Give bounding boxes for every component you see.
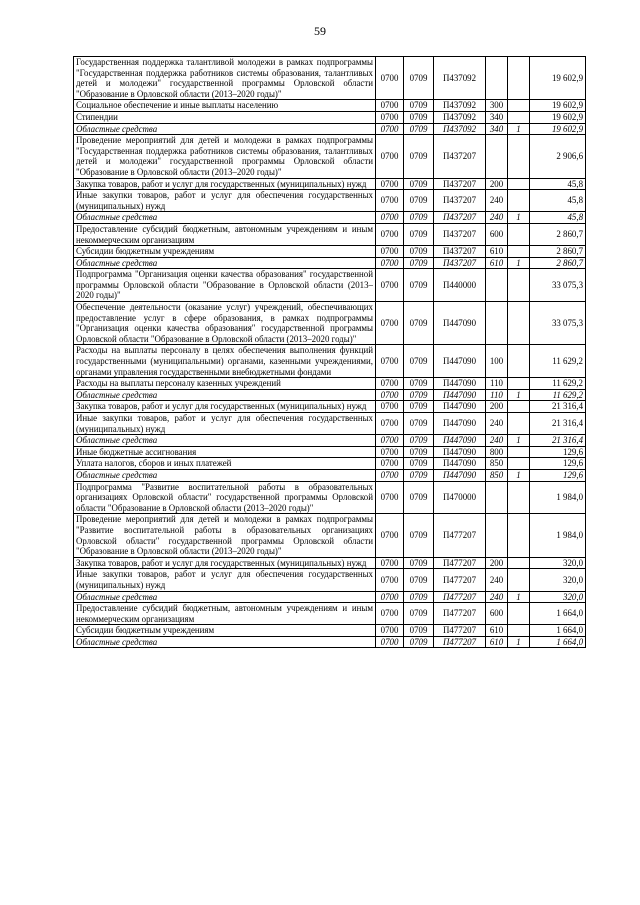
table-row: [74, 446, 586, 458]
target-item-code: П447090: [434, 401, 486, 413]
table-row: [74, 190, 586, 212]
target-item-code: П437092: [434, 100, 486, 112]
amount: 19 602,9: [530, 100, 586, 112]
expense-type-code: 240: [486, 569, 508, 591]
section-code: 0700: [376, 514, 404, 557]
subsection-code: 0709: [404, 100, 434, 112]
expense-type-code: 110: [486, 378, 508, 390]
amount: 33 075,3: [530, 269, 586, 302]
expense-type-code: 610: [486, 636, 508, 648]
expense-type-code: 200: [486, 401, 508, 413]
expense-name: Иные закупки товаров, работ и услуг для обеспечения государственных (муниципальных) нужд: [74, 413, 376, 435]
funding-source-code: [508, 100, 530, 112]
table-row: [74, 178, 586, 190]
target-item-code: П477207: [434, 557, 486, 569]
expense-name: Стипендии: [74, 111, 376, 123]
expense-type-code: 800: [486, 446, 508, 458]
table-row: [74, 378, 586, 390]
table-row: [74, 111, 586, 123]
funding-source-code: 1: [508, 123, 530, 135]
table-row: [74, 212, 586, 224]
page-number: 59: [314, 24, 326, 38]
subsection-code: 0709: [404, 469, 434, 481]
expense-type-code: 200: [486, 178, 508, 190]
expense-name: Областные средства: [74, 212, 376, 224]
table-row: [74, 302, 586, 345]
target-item-code: П447090: [434, 435, 486, 447]
section-code: 0700: [376, 378, 404, 390]
expense-type-code: 240: [486, 413, 508, 435]
table-row: [74, 100, 586, 112]
expense-name: Областные средства: [74, 591, 376, 603]
section-code: 0700: [376, 246, 404, 258]
expense-name: Обеспечение деятельности (оказание услуг) учреждений, обеспечивающих предоставление услуг в сфере образования, в рамках подпрограммы "Организация оценки качества образования" государственной программы Орловской области "Образование в Орловской области (2013–2020 годы)": [74, 302, 376, 345]
funding-source-code: [508, 603, 530, 625]
amount: 19 602,9: [530, 123, 586, 135]
target-item-code: П437092: [434, 57, 486, 100]
funding-source-code: 1: [508, 257, 530, 269]
target-item-code: П447090: [434, 458, 486, 470]
section-code: 0700: [376, 389, 404, 401]
target-item-code: П477207: [434, 625, 486, 637]
funding-source-code: 1: [508, 591, 530, 603]
subsection-code: 0709: [404, 591, 434, 603]
target-item-code: П437207: [434, 212, 486, 224]
section-code: 0700: [376, 625, 404, 637]
amount: 11 629,2: [530, 345, 586, 378]
section-code: 0700: [376, 223, 404, 245]
subsection-code: 0709: [404, 57, 434, 100]
subsection-code: 0709: [404, 378, 434, 390]
subsection-code: 0709: [404, 223, 434, 245]
table-row: [74, 401, 586, 413]
table-row: [74, 257, 586, 269]
table-row: [74, 389, 586, 401]
funding-source-code: [508, 413, 530, 435]
expense-type-code: 610: [486, 625, 508, 637]
table-row: [74, 458, 586, 470]
amount: 33 075,3: [530, 302, 586, 345]
funding-source-code: [508, 557, 530, 569]
target-item-code: П437207: [434, 223, 486, 245]
subsection-code: 0709: [404, 257, 434, 269]
expense-type-code: 240: [486, 212, 508, 224]
expense-name: Областные средства: [74, 389, 376, 401]
subsection-code: 0709: [404, 345, 434, 378]
amount: 21 316,4: [530, 435, 586, 447]
section-code: 0700: [376, 636, 404, 648]
expense-type-code: 600: [486, 603, 508, 625]
subsection-code: 0709: [404, 123, 434, 135]
expense-name: Расходы на выплаты персоналу в целях обеспечения выполнения функций государственными (муниципальными) органами, казенными учреждениями, органами управления государственными внебюджетными фондами: [74, 345, 376, 378]
target-item-code: П477207: [434, 591, 486, 603]
subsection-code: 0709: [404, 111, 434, 123]
expense-type-code: [486, 57, 508, 100]
amount: 129,6: [530, 458, 586, 470]
section-code: 0700: [376, 135, 404, 178]
section-code: 0700: [376, 603, 404, 625]
amount: 19 602,9: [530, 57, 586, 100]
table-row: [74, 345, 586, 378]
amount: 11 629,2: [530, 378, 586, 390]
table-row: [74, 514, 586, 557]
funding-source-code: [508, 458, 530, 470]
table-row: [74, 123, 586, 135]
section-code: 0700: [376, 123, 404, 135]
target-item-code: П437092: [434, 111, 486, 123]
subsection-code: 0709: [404, 603, 434, 625]
section-code: 0700: [376, 458, 404, 470]
amount: 45,8: [530, 178, 586, 190]
expense-name: Предоставление субсидий бюджетным, автономным учреждениям и иным некоммерческим организациям: [74, 603, 376, 625]
expense-type-code: 610: [486, 257, 508, 269]
subsection-code: 0709: [404, 269, 434, 302]
target-item-code: П440000: [434, 269, 486, 302]
section-code: 0700: [376, 269, 404, 302]
table-row: [74, 413, 586, 435]
amount: 2 860,7: [530, 223, 586, 245]
expense-name: Подпрограмма "Развитие воспитательной работы в образовательных организациях Орловской области" государственной программы Орловской области "Образование в Орловской области (2013–2020 годы)": [74, 481, 376, 514]
target-item-code: П437207: [434, 190, 486, 212]
funding-source-code: 1: [508, 435, 530, 447]
table-row: [74, 603, 586, 625]
table-row: [74, 591, 586, 603]
expense-name: Иные закупки товаров, работ и услуг для обеспечения государственных (муниципальных) нужд: [74, 190, 376, 212]
expense-name: Областные средства: [74, 435, 376, 447]
table-row: [74, 135, 586, 178]
expense-type-code: 340: [486, 123, 508, 135]
funding-source-code: [508, 223, 530, 245]
target-item-code: П447090: [434, 389, 486, 401]
expense-name: Проведение мероприятий для детей и молодежи в рамках подпрограммы "Развитие воспитательной работы в образовательных организациях Орловской области" государственной программы Орловской области "Образование в Орловской области (2013–2020 годы)": [74, 514, 376, 557]
section-code: 0700: [376, 345, 404, 378]
target-item-code: П447090: [434, 378, 486, 390]
expense-type-code: 240: [486, 435, 508, 447]
section-code: 0700: [376, 591, 404, 603]
expense-type-code: [486, 302, 508, 345]
expense-type-code: 200: [486, 557, 508, 569]
expense-name: Проведение мероприятий для детей и молодежи в рамках подпрограммы "Государственная поддержка работников системы образования, талантливых детей и молодежи" государственной программы Орловской области "Образование в Орловской области (2013–2020 годы)": [74, 135, 376, 178]
expense-type-code: 100: [486, 345, 508, 378]
section-code: 0700: [376, 569, 404, 591]
funding-source-code: 1: [508, 389, 530, 401]
section-code: 0700: [376, 257, 404, 269]
section-code: 0700: [376, 413, 404, 435]
section-code: 0700: [376, 178, 404, 190]
expense-type-code: 240: [486, 591, 508, 603]
amount: 1 664,0: [530, 603, 586, 625]
funding-source-code: [508, 514, 530, 557]
expense-name: Закупка товаров, работ и услуг для государственных (муниципальных) нужд: [74, 178, 376, 190]
expense-type-code: 600: [486, 223, 508, 245]
expense-type-code: 610: [486, 246, 508, 258]
amount: 19 602,9: [530, 111, 586, 123]
expense-type-code: 850: [486, 458, 508, 470]
table-row: [74, 246, 586, 258]
subsection-code: 0709: [404, 481, 434, 514]
table-row: [74, 435, 586, 447]
target-item-code: П477207: [434, 636, 486, 648]
expense-type-code: [486, 269, 508, 302]
expense-name: Субсидии бюджетным учреждениям: [74, 625, 376, 637]
funding-source-code: [508, 569, 530, 591]
expense-type-code: 850: [486, 469, 508, 481]
subsection-code: 0709: [404, 302, 434, 345]
subsection-code: 0709: [404, 212, 434, 224]
target-item-code: П447090: [434, 302, 486, 345]
subsection-code: 0709: [404, 190, 434, 212]
section-code: 0700: [376, 302, 404, 345]
target-item-code: П437092: [434, 123, 486, 135]
amount: 1 664,0: [530, 636, 586, 648]
amount: 320,0: [530, 569, 586, 591]
expense-name: Закупка товаров, работ и услуг для государственных (муниципальных) нужд: [74, 401, 376, 413]
amount: 2 860,7: [530, 257, 586, 269]
section-code: 0700: [376, 111, 404, 123]
target-item-code: П437207: [434, 257, 486, 269]
table-row: [74, 223, 586, 245]
section-code: 0700: [376, 481, 404, 514]
table-row: [74, 57, 586, 100]
expense-name: Иные закупки товаров, работ и услуг для обеспечения государственных (муниципальных) нужд: [74, 569, 376, 591]
amount: 1 984,0: [530, 481, 586, 514]
budget-table: [73, 56, 586, 648]
funding-source-code: 1: [508, 636, 530, 648]
funding-source-code: [508, 57, 530, 100]
table-row: [74, 569, 586, 591]
subsection-code: 0709: [404, 636, 434, 648]
funding-source-code: [508, 246, 530, 258]
funding-source-code: [508, 302, 530, 345]
expense-name: Областные средства: [74, 257, 376, 269]
funding-source-code: [508, 135, 530, 178]
funding-source-code: 1: [508, 469, 530, 481]
subsection-code: 0709: [404, 413, 434, 435]
funding-source-code: [508, 446, 530, 458]
table-row: [74, 557, 586, 569]
expense-name: Областные средства: [74, 636, 376, 648]
expense-type-code: [486, 481, 508, 514]
funding-source-code: [508, 625, 530, 637]
section-code: 0700: [376, 401, 404, 413]
amount: 129,6: [530, 469, 586, 481]
target-item-code: П447090: [434, 345, 486, 378]
subsection-code: 0709: [404, 435, 434, 447]
expense-name: Предоставление субсидий бюджетным, автономным учреждениям и иным некоммерческим организациям: [74, 223, 376, 245]
expense-name: Субсидии бюджетным учреждениям: [74, 246, 376, 258]
table-row: [74, 636, 586, 648]
funding-source-code: [508, 345, 530, 378]
amount: 11 629,2: [530, 389, 586, 401]
target-item-code: П447090: [434, 446, 486, 458]
table-row: [74, 469, 586, 481]
table-body: [74, 57, 586, 648]
expense-name: Областные средства: [74, 123, 376, 135]
table-row: [74, 625, 586, 637]
target-item-code: П470000: [434, 481, 486, 514]
expense-name: Государственная поддержка талантливой молодежи в рамках подпрограммы "Государственная поддержка работников системы образования, талантливых детей и молодежи" государственной программы Орловской области "Образование в Орловской области (2013–2020 годы)": [74, 57, 376, 100]
amount: 320,0: [530, 557, 586, 569]
section-code: 0700: [376, 57, 404, 100]
expense-type-code: [486, 514, 508, 557]
expense-name: Социальное обеспечение и иные выплаты населению: [74, 100, 376, 112]
subsection-code: 0709: [404, 569, 434, 591]
section-code: 0700: [376, 446, 404, 458]
section-code: 0700: [376, 435, 404, 447]
expense-type-code: 110: [486, 389, 508, 401]
funding-source-code: [508, 378, 530, 390]
table-row: [74, 269, 586, 302]
target-item-code: П477207: [434, 569, 486, 591]
expense-type-code: 300: [486, 100, 508, 112]
target-item-code: П447090: [434, 413, 486, 435]
amount: 1 984,0: [530, 514, 586, 557]
section-code: 0700: [376, 212, 404, 224]
expense-type-code: [486, 135, 508, 178]
section-code: 0700: [376, 100, 404, 112]
subsection-code: 0709: [404, 446, 434, 458]
subsection-code: 0709: [404, 178, 434, 190]
funding-source-code: [508, 401, 530, 413]
amount: 2 906,6: [530, 135, 586, 178]
target-item-code: П437207: [434, 246, 486, 258]
target-item-code: П447090: [434, 469, 486, 481]
subsection-code: 0709: [404, 401, 434, 413]
subsection-code: 0709: [404, 458, 434, 470]
target-item-code: П477207: [434, 603, 486, 625]
funding-source-code: [508, 481, 530, 514]
target-item-code: П437207: [434, 135, 486, 178]
subsection-code: 0709: [404, 557, 434, 569]
amount: 21 316,4: [530, 401, 586, 413]
amount: 2 860,7: [530, 246, 586, 258]
expense-name: Уплата налогов, сборов и иных платежей: [74, 458, 376, 470]
amount: 129,6: [530, 446, 586, 458]
expense-name: Закупка товаров, работ и услуг для государственных (муниципальных) нужд: [74, 557, 376, 569]
amount: 21 316,4: [530, 413, 586, 435]
amount: 45,8: [530, 212, 586, 224]
expense-name: Областные средства: [74, 469, 376, 481]
target-item-code: П437207: [434, 178, 486, 190]
amount: 45,8: [530, 190, 586, 212]
section-code: 0700: [376, 190, 404, 212]
funding-source-code: [508, 111, 530, 123]
expense-type-code: 340: [486, 111, 508, 123]
funding-source-code: [508, 269, 530, 302]
funding-source-code: 1: [508, 212, 530, 224]
subsection-code: 0709: [404, 246, 434, 258]
target-item-code: П477207: [434, 514, 486, 557]
table-row: [74, 481, 586, 514]
amount: 320,0: [530, 591, 586, 603]
section-code: 0700: [376, 469, 404, 481]
expense-type-code: 240: [486, 190, 508, 212]
expense-name: Расходы на выплаты персоналу казенных учреждений: [74, 378, 376, 390]
funding-source-code: [508, 190, 530, 212]
subsection-code: 0709: [404, 514, 434, 557]
subsection-code: 0709: [404, 625, 434, 637]
expense-name: Иные бюджетные ассигнования: [74, 446, 376, 458]
section-code: 0700: [376, 557, 404, 569]
subsection-code: 0709: [404, 135, 434, 178]
funding-source-code: [508, 178, 530, 190]
amount: 1 664,0: [530, 625, 586, 637]
subsection-code: 0709: [404, 389, 434, 401]
expense-name: Подпрограмма "Организация оценки качества образования" государственной программы Орловской области "Образование в Орловской области (2013–2020 годы)": [74, 269, 376, 302]
